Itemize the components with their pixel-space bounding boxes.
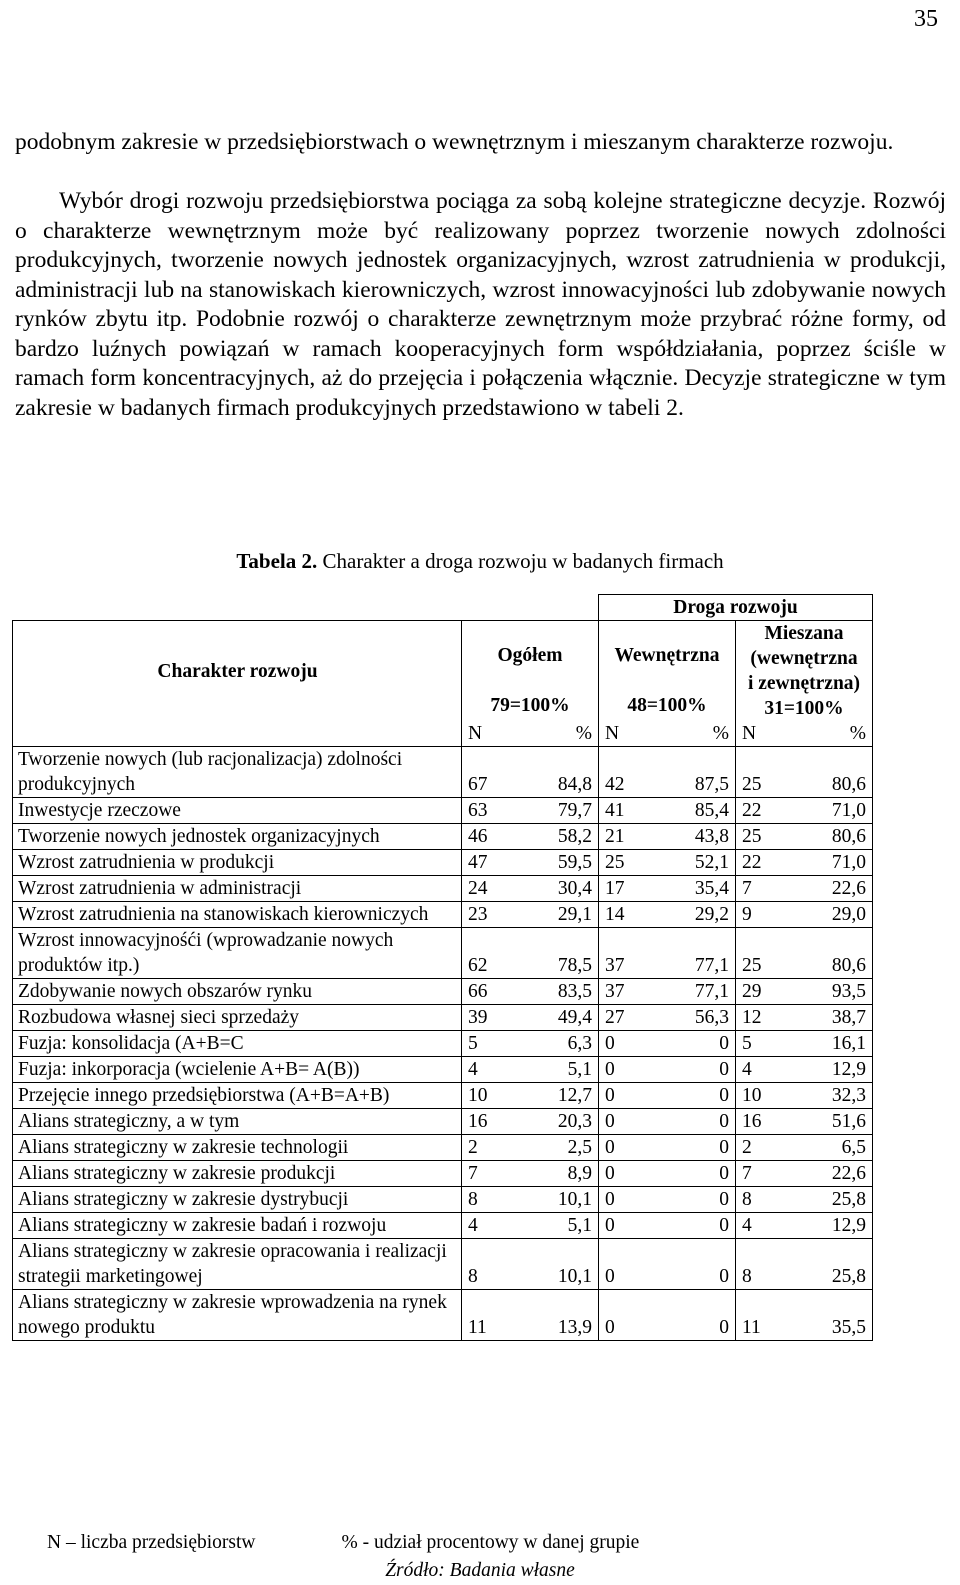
cell-percent: 8,9 <box>504 1161 599 1187</box>
row-label: Wzrost innowacyjnośći (wprowadzanie nowych produktów itp.) <box>13 928 462 979</box>
cell-count: 17 <box>599 876 642 902</box>
row-label: Alians strategiczny w zakresie dystrybucji <box>13 1187 462 1213</box>
cell-count: 63 <box>462 798 505 824</box>
cell-percent: 79,7 <box>504 798 599 824</box>
header-mies-line2: (wewnętrzna <box>750 648 858 669</box>
cell-count: 0 <box>599 1290 642 1341</box>
table-row <box>13 850 873 876</box>
cell-count: 23 <box>462 902 505 928</box>
row-label: Alians strategiczny w zakresie technologii <box>13 1135 462 1161</box>
cell-count: 7 <box>736 876 779 902</box>
page-number: 35 <box>914 6 938 32</box>
header-row-droga <box>13 595 873 621</box>
header-wew-label: Wewnętrzna <box>614 645 720 666</box>
cell-percent: 6,3 <box>504 1031 599 1057</box>
header-wew-total: 48=100% <box>627 695 707 716</box>
table-row <box>13 1290 873 1341</box>
header-mies-line3: i zewnętrzna) <box>747 673 861 694</box>
cell-percent: 56,3 <box>641 1005 736 1031</box>
cell-count: 41 <box>599 798 642 824</box>
cell-percent: 0 <box>641 1161 736 1187</box>
cell-percent: 0 <box>641 1031 736 1057</box>
unit-n: N <box>462 721 505 747</box>
cell-count: 22 <box>736 798 779 824</box>
row-label: Alians strategiczny w zakresie opracowania i realizacji strategii marketingowej <box>13 1239 462 1290</box>
cell-percent: 0 <box>641 1239 736 1290</box>
cell-count: 0 <box>599 1213 642 1239</box>
cell-count: 16 <box>462 1109 505 1135</box>
table-row <box>13 1135 873 1161</box>
cell-count: 37 <box>599 928 642 979</box>
row-label: Fuzja: konsolidacja (A+B=C <box>13 1031 462 1057</box>
cell-percent: 0 <box>641 1290 736 1341</box>
cell-percent: 29,2 <box>641 902 736 928</box>
cell-percent: 52,1 <box>641 850 736 876</box>
cell-percent: 5,1 <box>504 1057 599 1083</box>
cell-percent: 51,6 <box>778 1109 873 1135</box>
header-ogolem-label: Ogółem <box>497 645 563 666</box>
cell-percent: 6,5 <box>778 1135 873 1161</box>
cell-percent: 12,9 <box>778 1057 873 1083</box>
table-row <box>13 1083 873 1109</box>
cell-count: 11 <box>462 1290 505 1341</box>
paragraph-1: podobnym zakresie w przedsiębiorstwach o wewnętrznym i mieszanym charakterze rozwoju. <box>15 129 894 155</box>
cell-count: 0 <box>599 1135 642 1161</box>
cell-percent: 5,1 <box>504 1213 599 1239</box>
cell-percent: 30,4 <box>504 876 599 902</box>
cell-percent: 20,3 <box>504 1109 599 1135</box>
cell-count: 25 <box>736 747 779 798</box>
cell-count: 0 <box>599 1109 642 1135</box>
cell-percent: 87,5 <box>641 747 736 798</box>
row-label: Rozbudowa własnej sieci sprzedaży <box>13 1005 462 1031</box>
cell-count: 11 <box>736 1290 779 1341</box>
row-label: Zdobywanie nowych obszarów rynku <box>13 979 462 1005</box>
header-charakter: Charakter rozwoju <box>13 621 462 722</box>
cell-percent: 2,5 <box>504 1135 599 1161</box>
table-row <box>13 747 873 798</box>
cell-count: 25 <box>736 928 779 979</box>
row-label: Wzrost zatrudnienia w produkcji <box>13 850 462 876</box>
cell-count: 5 <box>462 1031 505 1057</box>
cell-count: 0 <box>599 1239 642 1290</box>
cell-count: 0 <box>599 1161 642 1187</box>
header-mies-line1: Mieszana <box>764 623 844 644</box>
cell-count: 25 <box>736 824 779 850</box>
cell-percent: 12,9 <box>778 1213 873 1239</box>
cell-count: 62 <box>462 928 505 979</box>
row-label: Przejęcie innego przedsiębiorstwa (A+B=A+B) <box>13 1083 462 1109</box>
header-ogolem <box>462 621 599 722</box>
cell-count: 0 <box>599 1031 642 1057</box>
unit-n: N <box>599 721 642 747</box>
cell-percent: 49,4 <box>504 1005 599 1031</box>
paragraph-2: Wybór drogi rozwoju przedsiębiorstwa pociąga za sobą kolejne strategiczne decyzje. Rozwój o charakterze wewnętrznym może być realizowany poprzez tworzenie nowych zdolności produkcyjnych, tworzenie nowych jednostek organizacyjnych, wzrost zatrudnienia w produkcji, administracji lub na stanowiskach kierowniczych, wzrost innowacyjności lub zdobywanie nowych rynków zbytu itp. Podobnie rozwój o charakterze zewnętrznym może przybrać różne formy, od bardzo luźnych powiązań w ramach kooperacyjnych form współdziałania, poprzez ściśle w ramach form koncentracyjnych, aż do przejęcia i połączenia włącznie. Decyzje strategiczne w tym zakresie w badanych firmach produkcyjnych przedstawiono w tabeli 2. <box>15 188 946 421</box>
cell-count: 27 <box>599 1005 642 1031</box>
table-row <box>13 798 873 824</box>
cell-count: 8 <box>462 1187 505 1213</box>
cell-percent: 71,0 <box>778 850 873 876</box>
header-mieszana <box>736 621 873 722</box>
cell-percent: 0 <box>641 1135 736 1161</box>
footnote <box>47 1532 725 1554</box>
row-label: Wzrost zatrudnienia w administracji <box>13 876 462 902</box>
unit-pct: % <box>778 721 873 747</box>
cell-count: 9 <box>736 902 779 928</box>
header-row-units <box>13 721 873 747</box>
unit-pct: % <box>641 721 736 747</box>
cell-count: 2 <box>736 1135 779 1161</box>
row-label: Alians strategiczny w zakresie produkcji <box>13 1161 462 1187</box>
cell-count: 4 <box>462 1057 505 1083</box>
cell-percent: 25,8 <box>778 1239 873 1290</box>
cell-count: 7 <box>462 1161 505 1187</box>
cell-percent: 59,5 <box>504 850 599 876</box>
cell-percent: 58,2 <box>504 824 599 850</box>
cell-count: 0 <box>599 1083 642 1109</box>
cell-percent: 71,0 <box>778 798 873 824</box>
cell-percent: 0 <box>641 1083 736 1109</box>
cell-percent: 22,6 <box>778 876 873 902</box>
cell-count: 14 <box>599 902 642 928</box>
cell-percent: 29,0 <box>778 902 873 928</box>
row-label: Alians strategiczny w zakresie wprowadzenia na rynek nowego produktu <box>13 1290 462 1341</box>
row-label: Wzrost zatrudnienia na stanowiskach kierowniczych <box>13 902 462 928</box>
cell-count: 4 <box>462 1213 505 1239</box>
unit-pct: % <box>504 721 599 747</box>
cell-percent: 38,7 <box>778 1005 873 1031</box>
cell-percent: 77,1 <box>641 979 736 1005</box>
cell-percent: 10,1 <box>504 1239 599 1290</box>
row-label: Alians strategiczny, a w tym <box>13 1109 462 1135</box>
cell-count: 67 <box>462 747 505 798</box>
cell-count: 22 <box>736 850 779 876</box>
table-row <box>13 1239 873 1290</box>
table-caption <box>0 549 960 574</box>
cell-count: 0 <box>599 1057 642 1083</box>
table-row <box>13 1213 873 1239</box>
cell-percent: 80,6 <box>778 824 873 850</box>
cell-percent: 12,7 <box>504 1083 599 1109</box>
header-droga: Droga rozwoju <box>599 595 873 621</box>
cell-percent: 0 <box>641 1187 736 1213</box>
header-mies-total: 31=100% <box>764 698 844 719</box>
cell-percent: 35,4 <box>641 876 736 902</box>
row-label: Fuzja: inkorporacja (wcielenie A+B= A(B)) <box>13 1057 462 1083</box>
cell-count: 10 <box>736 1083 779 1109</box>
row-label: Tworzenie nowych (lub racjonalizacja) zdolności produkcyjnych <box>13 747 462 798</box>
cell-count: 4 <box>736 1057 779 1083</box>
unit-n: N <box>736 721 779 747</box>
cell-count: 0 <box>599 1187 642 1213</box>
data-table <box>12 594 873 1341</box>
cell-percent: 32,3 <box>778 1083 873 1109</box>
cell-count: 10 <box>462 1083 505 1109</box>
cell-percent: 43,8 <box>641 824 736 850</box>
cell-count: 5 <box>736 1031 779 1057</box>
cell-percent: 22,6 <box>778 1161 873 1187</box>
caption-text: Charakter a droga rozwoju w badanych firmach <box>317 549 724 573</box>
cell-count: 66 <box>462 979 505 1005</box>
cell-count: 42 <box>599 747 642 798</box>
cell-count: 8 <box>736 1239 779 1290</box>
cell-count: 12 <box>736 1005 779 1031</box>
row-label: Tworzenie nowych jednostek organizacyjnych <box>13 824 462 850</box>
table-row <box>13 1109 873 1135</box>
cell-percent: 35,5 <box>778 1290 873 1341</box>
header-ogolem-total: 79=100% <box>490 695 570 716</box>
cell-percent: 80,6 <box>778 747 873 798</box>
table-row <box>13 1031 873 1057</box>
cell-percent: 10,1 <box>504 1187 599 1213</box>
cell-percent: 0 <box>641 1057 736 1083</box>
cell-count: 21 <box>599 824 642 850</box>
cell-percent: 78,5 <box>504 928 599 979</box>
cell-percent: 25,8 <box>778 1187 873 1213</box>
footnote-n: N – liczba przedsiębiorstw <box>47 1532 256 1553</box>
cell-count: 47 <box>462 850 505 876</box>
footnote-pct: % - udział procentowy w danej grupie <box>341 1532 640 1553</box>
cell-percent: 29,1 <box>504 902 599 928</box>
cell-count: 2 <box>462 1135 505 1161</box>
cell-percent: 16,1 <box>778 1031 873 1057</box>
cell-percent: 77,1 <box>641 928 736 979</box>
cell-count: 16 <box>736 1109 779 1135</box>
row-label: Inwestycje rzeczowe <box>13 798 462 824</box>
header-row-groups <box>13 621 873 722</box>
cell-count: 37 <box>599 979 642 1005</box>
table-row <box>13 876 873 902</box>
cell-percent: 13,9 <box>504 1290 599 1341</box>
table-row <box>13 1161 873 1187</box>
cell-count: 4 <box>736 1213 779 1239</box>
cell-count: 8 <box>462 1239 505 1290</box>
cell-percent: 84,8 <box>504 747 599 798</box>
table-row <box>13 1005 873 1031</box>
cell-percent: 0 <box>641 1109 736 1135</box>
header-wew <box>599 621 736 722</box>
table-row <box>13 902 873 928</box>
table-row <box>13 1057 873 1083</box>
cell-percent: 80,6 <box>778 928 873 979</box>
cell-percent: 85,4 <box>641 798 736 824</box>
cell-count: 25 <box>599 850 642 876</box>
cell-percent: 0 <box>641 1213 736 1239</box>
cell-count: 24 <box>462 876 505 902</box>
cell-count: 7 <box>736 1161 779 1187</box>
source-note: Źródło: Badania własne <box>385 1560 575 1581</box>
table-row <box>13 824 873 850</box>
cell-percent: 93,5 <box>778 979 873 1005</box>
caption-label: Tabela 2. <box>236 549 318 573</box>
cell-count: 8 <box>736 1187 779 1213</box>
table-row <box>13 928 873 979</box>
cell-count: 29 <box>736 979 779 1005</box>
cell-count: 39 <box>462 1005 505 1031</box>
table-row <box>13 1187 873 1213</box>
cell-percent: 83,5 <box>504 979 599 1005</box>
row-label: Alians strategiczny w zakresie badań i rozwoju <box>13 1213 462 1239</box>
cell-count: 46 <box>462 824 505 850</box>
table-row <box>13 979 873 1005</box>
